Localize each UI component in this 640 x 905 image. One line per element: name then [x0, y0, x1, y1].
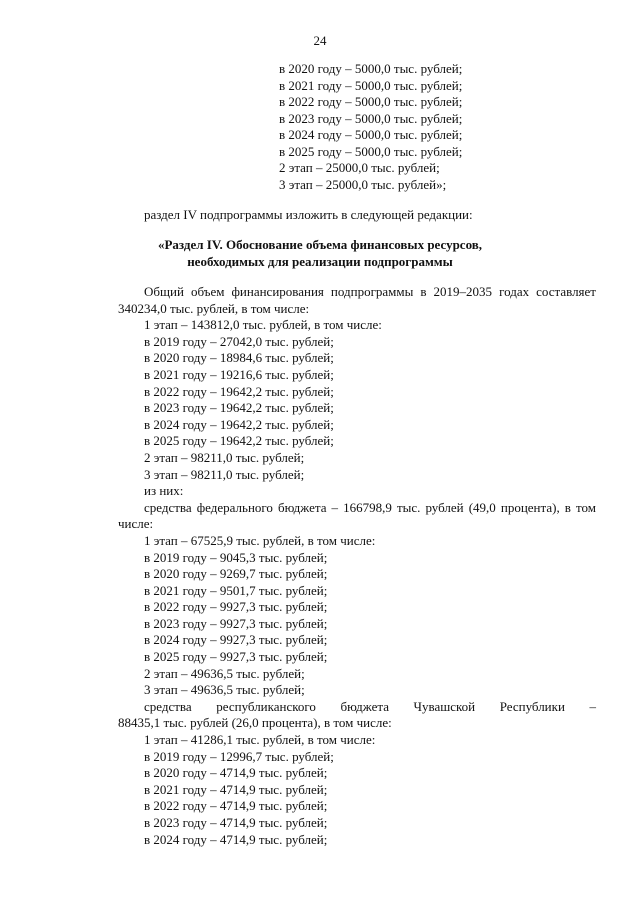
list-item: 3 этап – 49636,5 тыс. рублей; — [144, 682, 305, 698]
page-number: 24 — [313, 33, 327, 48]
list-item: в 2022 году – 9927,3 тыс. рублей; — [144, 599, 328, 615]
list-item: 2 этап – 49636,5 тыс. рублей; — [144, 665, 305, 681]
list-item: в 2021 году – 4714,9 тыс. рублей; — [144, 781, 328, 797]
federal-paragraph: средства федерального бюджета – 166798,9 тыс. рублей (49,0 процента), в том числе: — [118, 499, 596, 532]
list-item: в 2020 году – 4714,9 тыс. рублей; — [144, 765, 328, 781]
list-item: 1 этап – 41286,1 тыс. рублей, в том числе: — [144, 732, 376, 748]
list-item: в 2020 году – 9269,7 тыс. рублей; — [144, 566, 328, 582]
intro-text: раздел IV подпрограммы изложить в следующей редакции: — [144, 207, 473, 222]
list-item: в 2025 году – 19642,2 тыс. рублей; — [144, 433, 334, 449]
top-funding-list — [279, 61, 462, 193]
list-item: в 2022 году – 4714,9 тыс. рублей; — [144, 798, 328, 814]
list-item: в 2023 году – 4714,9 тыс. рублей; — [144, 815, 328, 830]
list-item: в 2023 году – 5000,0 тыс. рублей; — [279, 110, 463, 126]
list-item: 2 этап – 98211,0 тыс. рублей; — [144, 449, 305, 465]
list-item: в 2024 году – 9927,3 тыс. рублей; — [144, 632, 328, 648]
list-item: из них: — [144, 483, 184, 499]
total-paragraph: Общий объем финансирования подпрограммы в 2019–2035 годах составляет 340234,0 тыс. рублей, в том числе: — [118, 284, 596, 316]
list-item: в 2019 году – 12996,7 тыс. рублей; — [144, 748, 334, 764]
list-item: в 2022 году – 5000,0 тыс. рублей; — [279, 94, 463, 109]
section-body — [118, 284, 596, 848]
republic-paragraph-line-2: 88435,1 тыс. рублей (26,0 процента), в том числе: — [118, 715, 392, 731]
list-item: в 2022 году – 19642,2 тыс. рублей; — [144, 383, 334, 399]
list-item: 1 этап – 67525,9 тыс. рублей, в том числе: — [144, 532, 376, 548]
list-item: в 2020 году – 18984,6 тыс. рублей; — [144, 350, 334, 366]
list-item: в 2019 году – 9045,3 тыс. рублей; — [144, 549, 328, 565]
list-item: 3 этап – 25000,0 тыс. рублей»; — [279, 176, 447, 192]
section-heading-line-2: необходимых для реализации подпрограммы — [187, 253, 453, 269]
list-item: в 2023 году – 19642,2 тыс. рублей; — [144, 400, 334, 416]
list-item: в 2019 году – 27042,0 тыс. рублей; — [144, 333, 334, 349]
list-item: в 2021 году – 5000,0 тыс. рублей; — [279, 77, 463, 93]
list-item: в 2024 году – 4714,9 тыс. рублей; — [144, 831, 328, 847]
section-heading-line-1: «Раздел IV. Обоснование объема финансовых ресурсов, — [157, 237, 483, 252]
list-item: 1 этап – 143812,0 тыс. рублей, в том числе: — [144, 317, 382, 333]
list-item: 2 этап – 25000,0 тыс. рублей; — [279, 160, 440, 175]
section-heading — [0, 237, 640, 270]
list-item: в 2021 году – 9501,7 тыс. рублей; — [144, 582, 328, 598]
list-item: в 2024 году – 5000,0 тыс. рублей; — [279, 127, 463, 142]
list-item: в 2024 году – 19642,2 тыс. рублей; — [144, 416, 334, 432]
list-item: в 2025 году – 5000,0 тыс. рублей; — [279, 143, 463, 159]
list-item: в 2025 году – 9927,3 тыс. рублей; — [144, 649, 328, 665]
list-item: в 2020 году – 5000,0 тыс. рублей; — [279, 61, 463, 76]
republic-paragraph-line-1: средства республиканского бюджета Чувашской Республики – — [144, 698, 596, 714]
list-item: 3 этап – 98211,0 тыс. рублей; — [144, 466, 305, 482]
list-item: в 2023 году – 9927,3 тыс. рублей; — [144, 615, 328, 631]
list-item: в 2021 году – 19216,6 тыс. рублей; — [144, 366, 334, 382]
